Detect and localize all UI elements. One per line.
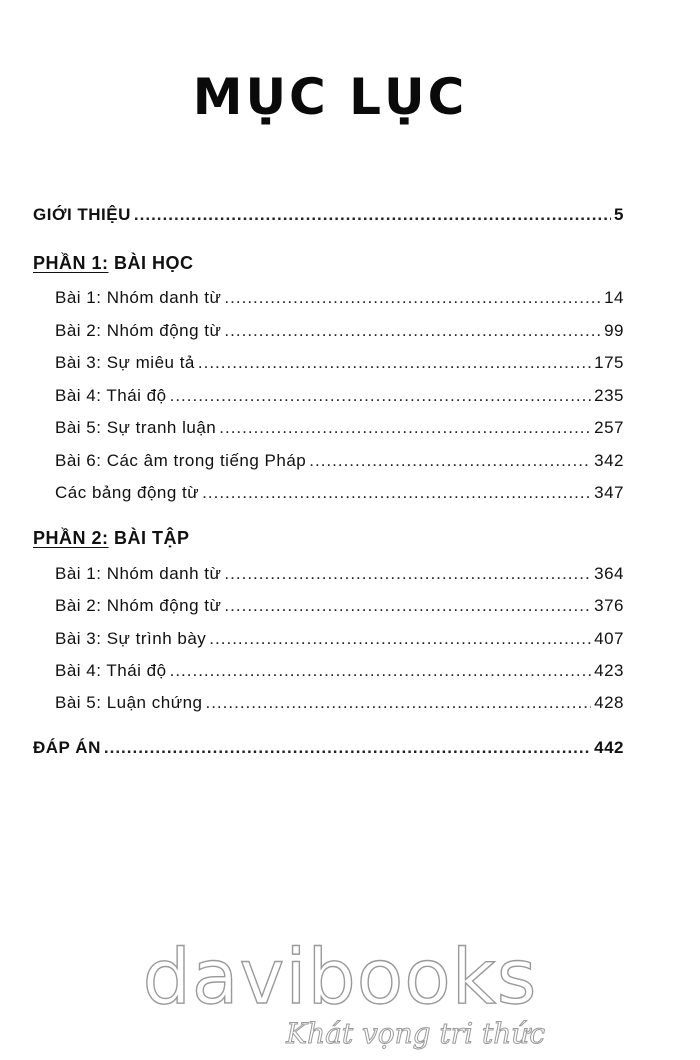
- dot-leader: [209, 628, 591, 650]
- dot-leader: [202, 482, 591, 504]
- toc-entry-answers[interactable]: [33, 737, 624, 759]
- section-heading-part-1: [33, 253, 194, 274]
- toc-entry-page: 376: [594, 596, 624, 615]
- dot-leader: [224, 563, 591, 585]
- toc-entry-page: 347: [594, 483, 624, 502]
- toc-entry[interactable]: [55, 417, 624, 439]
- dot-leader: [104, 737, 591, 759]
- dot-leader: [134, 204, 611, 226]
- toc-entry-page: 407: [594, 629, 624, 648]
- watermark-brand: davibooks: [142, 932, 538, 1021]
- toc-entry-page: 99: [604, 321, 624, 340]
- toc-entry-label: Bài 3: Sự miêu tả: [55, 353, 195, 372]
- toc-entry-label: Bài 4: Thái độ: [55, 386, 167, 405]
- toc-entry-page: 364: [594, 564, 624, 583]
- toc-entry-label: GIỚI THIỆU: [33, 205, 131, 224]
- page-title: MỤC LỤC: [192, 68, 468, 126]
- toc-entry[interactable]: [55, 563, 624, 585]
- toc-entry[interactable]: [55, 320, 624, 342]
- dot-leader: [309, 450, 591, 472]
- toc-entry[interactable]: [55, 352, 624, 374]
- toc-entry-label: ĐÁP ÁN: [33, 738, 101, 757]
- dot-leader: [224, 287, 601, 309]
- toc-entry-label: Các bảng động từ: [55, 483, 200, 502]
- dot-leader: [170, 660, 592, 682]
- toc-entry-page: 14: [604, 288, 624, 307]
- toc-entry[interactable]: [55, 482, 624, 504]
- toc-entry-label: Bài 1: Nhóm danh từ: [55, 288, 222, 307]
- toc-entry-page: 235: [594, 386, 624, 405]
- toc-entry-page: 342: [594, 451, 624, 470]
- toc-entry-intro[interactable]: [33, 204, 624, 226]
- section-name: BÀI HỌC: [114, 253, 194, 273]
- section-name: BÀI TẬP: [114, 528, 190, 548]
- section-prefix: PHẦN 2:: [33, 528, 109, 548]
- dot-leader: [198, 352, 591, 374]
- toc-entry-page: 5: [614, 205, 624, 224]
- section-heading-part-2: [33, 528, 190, 549]
- toc-entry-page: 257: [594, 418, 624, 437]
- toc-entry[interactable]: [55, 287, 624, 309]
- toc-entry[interactable]: [55, 385, 624, 407]
- dot-leader: [224, 595, 591, 617]
- toc-entry[interactable]: [55, 450, 624, 472]
- toc-entry-label: Bài 1: Nhóm danh từ: [55, 564, 222, 583]
- toc-entry[interactable]: [55, 692, 624, 714]
- dot-leader: [205, 692, 591, 714]
- toc-entry-label: Bài 3: Sự trình bày: [55, 629, 207, 648]
- toc-entry-page: 423: [594, 661, 624, 680]
- toc-entry-page: 442: [594, 738, 624, 757]
- watermark-slogan: Khát vọng tri thức: [286, 1017, 545, 1050]
- toc-entry[interactable]: [55, 628, 624, 650]
- dot-leader: [219, 417, 591, 439]
- toc-entry-label: Bài 5: Luận chứng: [55, 693, 203, 712]
- toc-entry-page: 175: [594, 353, 624, 372]
- dot-leader: [170, 385, 592, 407]
- toc-entry-label: Bài 2: Nhóm động từ: [55, 596, 222, 615]
- toc-entry-label: Bài 5: Sự tranh luận: [55, 418, 217, 437]
- toc-entry[interactable]: [55, 660, 624, 682]
- section-prefix: PHẦN 1:: [33, 253, 109, 273]
- toc-entry-label: Bài 2: Nhóm động từ: [55, 321, 222, 340]
- toc-entry-page: 428: [594, 693, 624, 712]
- toc-entry[interactable]: [55, 595, 624, 617]
- toc-entry-label: Bài 4: Thái độ: [55, 661, 167, 680]
- toc-entry-label: Bài 6: Các âm trong tiếng Pháp: [55, 451, 307, 470]
- dot-leader: [224, 320, 601, 342]
